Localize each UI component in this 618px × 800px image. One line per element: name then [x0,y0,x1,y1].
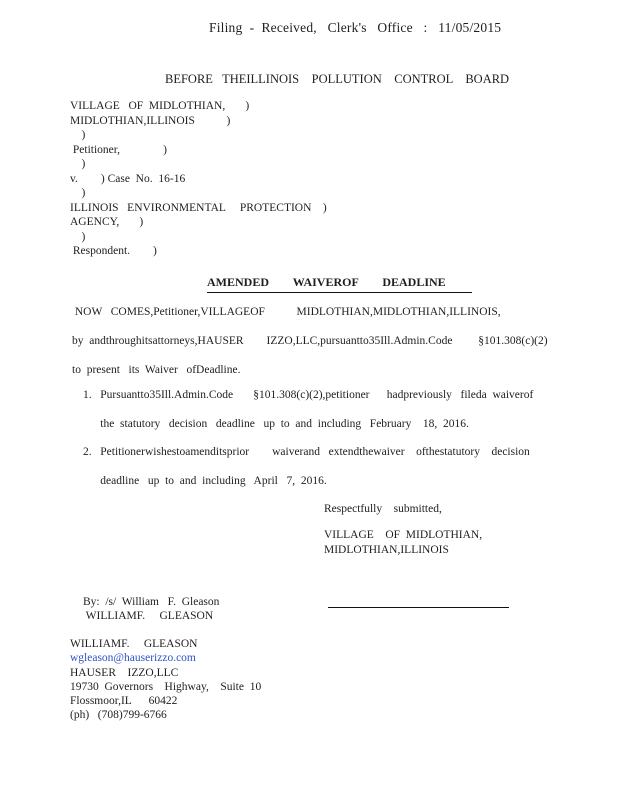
list-item-1-line: 1. Pursuantto35Ill.Admin.Code §101.308(c)(2),petitioner hadpreviously fileda waiverof [83,389,534,401]
closing-party-line: MIDLOTHIAN,ILLINOIS [324,543,449,556]
caption-line: MIDLOTHIAN,ILLINOIS ) [70,114,231,127]
caption-line-petitioner: Petitioner, ) [70,143,167,156]
list-item-2-line: deadline up to and including April 7, 2016. [83,475,327,488]
caption-line-respondent: Respondent. ) [70,245,157,257]
list-item-1-line: the statutory decision deadline up to and including February 18, 2016. [83,417,469,430]
case-caption [70,99,327,259]
attorney-email-link[interactable]: wgleason@hauserizzo.com [70,652,196,665]
filing-received-stamp: Filing - Received, Clerk's Office : 11/05/2015 [209,20,502,35]
signature-name-line: WILLIAMF. GLEASON [83,610,214,622]
list-item-2-line: 2. Petitionerwishestoamenditsprior waiverand extendthewaiver ofthestatutory decision [83,446,530,459]
numbered-paragraphs [83,381,533,496]
intro-line: NOW COMES,Petitioner,VILLAGEOF MIDLOTHIAN,MIDLOTHIAN,ILLINOIS, [72,306,501,318]
caption-line: ) [70,230,86,243]
intro-line: by andthroughitsattorneys,HAUSER IZZO,LLC,pursuantto35Ill.Admin.Code §101.308(c)(2) [72,335,548,347]
firm-address-line2: Flossmoor,IL 60422 [70,695,178,708]
board-heading: BEFORE THEILLINOIS POLLUTION CONTROL BOARD [165,72,510,86]
signature-block [83,595,219,623]
caption-line: ) [70,187,86,199]
closing-party-block [324,528,482,557]
caption-line: ) [70,129,86,141]
caption-line: ILLINOIS ENVIRONMENTAL PROTECTION ) [70,201,327,214]
caption-line: AGENCY, ) [70,216,144,228]
signature-by-line: By: /s/ William F. Gleason [83,596,220,608]
attorney-name: WILLIAMF. GLEASON [70,638,198,650]
firm-address-line1: 19730 Governors Highway, Suite 10 [70,680,262,693]
intro-line: to present its Waiver ofDeadline. [72,364,241,376]
respectfully-submitted-line: Respectfully submitted, [324,503,442,515]
intro-paragraph [72,298,548,385]
firm-phone: (ph) (708)799-6766 [70,709,167,722]
document-title: AMENDED WAIVEROF DEADLINE [207,275,472,293]
closing-party-line: VILLAGE OF MIDLOTHIAN, [324,529,483,541]
caption-line-case-number: v. ) Case No. 16-16 [70,172,186,185]
law-firm-name: HAUSER IZZO,LLC [70,666,179,679]
caption-line: VILLAGE OF MIDLOTHIAN, ) [70,100,250,112]
caption-line: ) [70,158,86,170]
signature-rule [328,607,509,608]
attorney-contact-block [70,637,261,723]
